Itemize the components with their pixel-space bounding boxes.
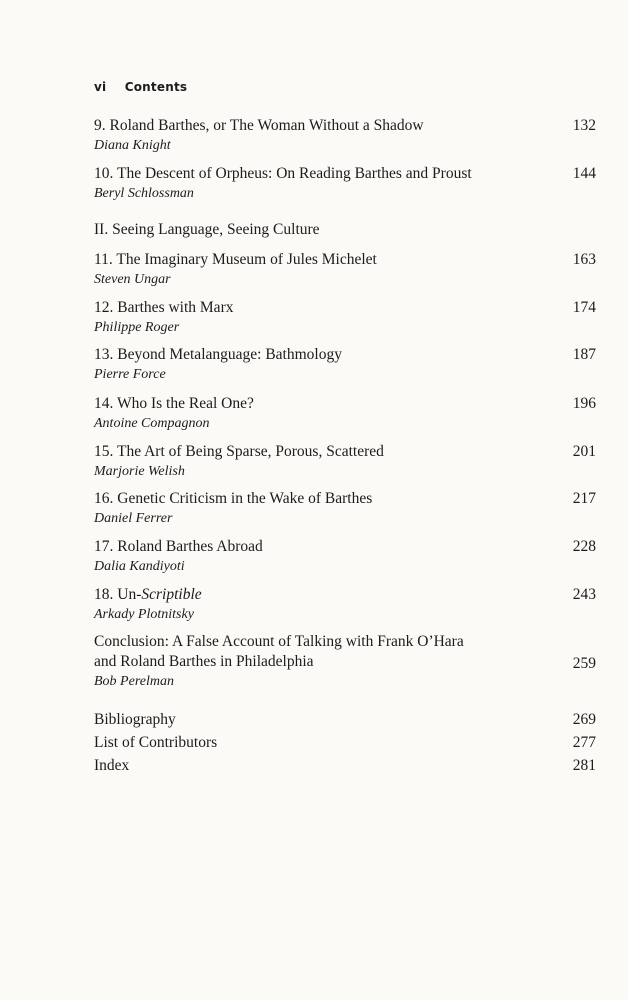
back-matter-page: 281 <box>572 757 596 774</box>
entry-title: 17. Roland Barthes Abroad <box>94 538 263 555</box>
entry-title: 10. The Descent of Orpheus: On Reading Barthes and Proust <box>94 165 472 182</box>
entry-page: 259 <box>572 655 596 672</box>
toc-index[interactable] <box>94 756 596 776</box>
entry-author: Marjorie Welish <box>94 464 185 479</box>
entry-author: Arkady Plotnitsky <box>94 607 194 622</box>
entry-title: 11. The Imaginary Museum of Jules Michelet <box>94 251 377 268</box>
entry-author: Antoine Compagnon <box>94 416 210 431</box>
entry-author: Daniel Ferrer <box>94 511 173 526</box>
toc-entry-conclusion[interactable] <box>94 632 596 691</box>
toc-entry-18[interactable] <box>94 585 596 624</box>
entry-page: 187 <box>572 346 596 363</box>
folio: vi <box>94 80 107 94</box>
toc-entry-12[interactable] <box>94 298 596 337</box>
entry-title-prefix: 18. Un- <box>94 586 142 603</box>
toc-entry-14[interactable] <box>94 394 596 433</box>
entry-author: Diana Knight <box>94 138 171 153</box>
toc-entry-15[interactable] <box>94 442 596 481</box>
entry-title: 16. Genetic Criticism in the Wake of Barthes <box>94 490 373 507</box>
entry-page: 132 <box>572 117 596 134</box>
entry-author: Pierre Force <box>94 367 166 382</box>
toc-list-of-contributors[interactable] <box>94 733 596 753</box>
back-matter-page: 277 <box>572 734 596 751</box>
entry-title-italic: Scriptible <box>141 586 202 603</box>
entry-title-line-2: and Roland Barthes in Philadelphia <box>94 653 314 670</box>
entry-title: 12. Barthes with Marx <box>94 299 234 316</box>
entry-title: 13. Beyond Metalanguage: Bathmology <box>94 346 342 363</box>
running-head-label: Contents <box>124 80 188 94</box>
running-head <box>94 80 187 94</box>
entry-title: 15. The Art of Being Sparse, Porous, Scattered <box>94 443 384 460</box>
entry-title: 14. Who Is the Real One? <box>94 395 254 412</box>
entry-page: 243 <box>572 586 596 603</box>
entry-page: 217 <box>572 490 596 507</box>
part-heading: II. Seeing Language, Seeing Culture <box>94 221 320 238</box>
entry-page: 201 <box>572 443 596 460</box>
entry-title: 9. Roland Barthes, or The Woman Without a Shadow <box>94 117 424 134</box>
entry-page: 144 <box>572 165 596 182</box>
entry-author: Philippe Roger <box>94 320 180 335</box>
back-matter-page: 269 <box>572 711 596 728</box>
entry-page: 163 <box>572 251 596 268</box>
entry-author: Bob Perelman <box>94 674 174 689</box>
back-matter-label: Index <box>94 757 130 774</box>
entry-author: Dalia Kandiyoti <box>94 559 185 574</box>
entry-page: 228 <box>572 538 596 555</box>
toc-bibliography[interactable] <box>94 710 596 730</box>
toc-entry-11[interactable] <box>94 250 596 289</box>
entry-title <box>94 585 596 605</box>
entry-author: Beryl Schlossman <box>94 186 194 201</box>
toc-entry-9[interactable] <box>94 116 596 155</box>
toc-entry-16[interactable] <box>94 489 596 528</box>
entry-author: Steven Ungar <box>94 272 171 287</box>
back-matter-label: List of Contributors <box>94 734 218 751</box>
entry-title-line-1: Conclusion: A False Account of Talking with Frank O’Hara <box>94 633 464 650</box>
back-matter-label: Bibliography <box>94 711 176 728</box>
entry-page: 174 <box>572 299 596 316</box>
toc-entry-13[interactable] <box>94 345 596 384</box>
toc-entry-10[interactable] <box>94 164 596 203</box>
toc-entry-17[interactable] <box>94 537 596 576</box>
entry-page: 196 <box>572 395 596 412</box>
